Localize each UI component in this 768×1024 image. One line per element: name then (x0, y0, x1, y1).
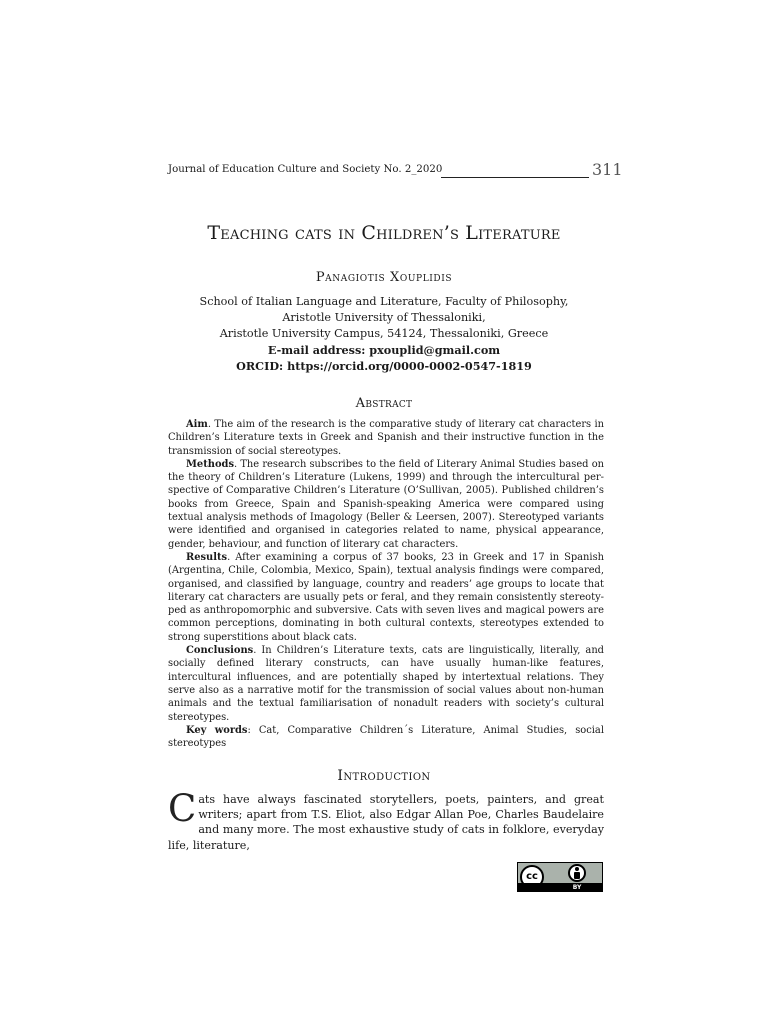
license-band (518, 883, 602, 891)
orcid-label: ORCID: (236, 359, 284, 373)
abstract-keywords (168, 724, 604, 751)
journal-name: Journal of Education Culture and Society No. 2_2020 (168, 164, 443, 175)
keywords-label: Key words (186, 724, 248, 736)
introduction-text: ats have always fascinated storytellers, poets, painters, and great writers; apart from T.S. Eliot, also Edgar Allan Poe, Charles Baudelaire and many more. The most exhaustive study of cats in folklore, everyday life, literature, (168, 793, 604, 852)
running-head (168, 160, 623, 182)
orcid-link[interactable]: https://orcid.org/0000-0002-0547-1819 (287, 359, 532, 373)
drop-cap: C (168, 787, 197, 830)
keywords-text: : Cat, Comparative Children´s Literature, Animal Studies, social stereotypes (168, 724, 604, 750)
introduction-body (168, 787, 604, 853)
email-line (0, 342, 768, 358)
cc-by-license-badge[interactable] (517, 862, 603, 892)
results-label: Results (186, 551, 228, 563)
conclusions-text: . In Children’s Literature texts, cats are linguistically, literally, and socially defined literary constructs, can have usually human-like features, intercultural influences, and are potentially shaped by intertextual relations. They serve also as a narrative motif for the transmission of social values about non-human animals and the textual familiarisation of nonadult readers with society’s cultural stereotypes. (168, 645, 604, 723)
abstract-results (168, 551, 604, 644)
email-address[interactable]: pxouplid@gmail.com (369, 343, 501, 357)
article-title: Teaching cats in Children’s Literature (207, 222, 561, 244)
cc-icon: cc (520, 865, 544, 889)
affiliation-block (0, 294, 768, 374)
author-name: Panagiotis Xouplidis (315, 270, 453, 285)
aim-text: . The aim of the research is the comparative study of literary cat characters in Children’s Literature texts in Greek and Spanish and their instructive function in the transmission of social stereotypes. (168, 419, 604, 457)
abstract-aim (168, 418, 604, 458)
abstract-methods (168, 458, 604, 551)
methods-text: . The research subscribes to the field of Literary Animal Studies based on the theory of Children’s Literature (Lukens, 1999) and through the intercultural perspective of Comparative Children’s Literature (O’Sullivan, 2005). Published children’s books from Greece, Spain and Spanish-speaking America were compared using textual analysis methods of Imagology (Beller & Leersen, 2007). Stereotyped variants were identified and organised in categories related to name, physical appearance, gender, behaviour, and function of literary cat characters. (168, 458, 604, 550)
header-rule (441, 177, 589, 178)
attribution-icon (568, 864, 586, 882)
attribution-icon-head (575, 867, 579, 871)
conclusions-label: Conclusions (186, 645, 254, 657)
abstract-body (168, 418, 604, 750)
results-text: . After examining a corpus of 37 books, 23 in Greek and 17 in Spanish (Argentina, Chile, Colombia, Mexico, Spain), textual analysis findings were compared, organised, and classified by language, country and readers’ age groups to locate that literary cat characters are usually pets or feral, and they remain consistently stereotyped as anthropomorphic and subversive. Cats with seven lives and magical powers are common perceptions, dominating in both cultural contexts, stereotypes extended to strong superstitions about black cats. (168, 551, 604, 643)
page-number: 311 (592, 160, 623, 179)
introduction-heading: Introduction (337, 768, 431, 784)
aim-label: Aim (186, 419, 208, 430)
abstract-conclusions (168, 644, 604, 724)
affiliation-line: School of Italian Language and Literature, Faculty of Philosophy, (199, 295, 569, 308)
email-label: E-mail address: (267, 343, 366, 357)
by-label: BY (572, 884, 582, 891)
orcid-line (0, 358, 768, 374)
abstract-heading: Abstract (355, 396, 413, 411)
affiliation-line: Aristotle University Campus, 54124, Thessaloniki, Greece (219, 327, 549, 340)
attribution-icon-body (574, 872, 580, 879)
methods-label: Methods (186, 458, 235, 470)
affiliation-line: Aristotle University of Thessaloniki, (282, 311, 486, 324)
